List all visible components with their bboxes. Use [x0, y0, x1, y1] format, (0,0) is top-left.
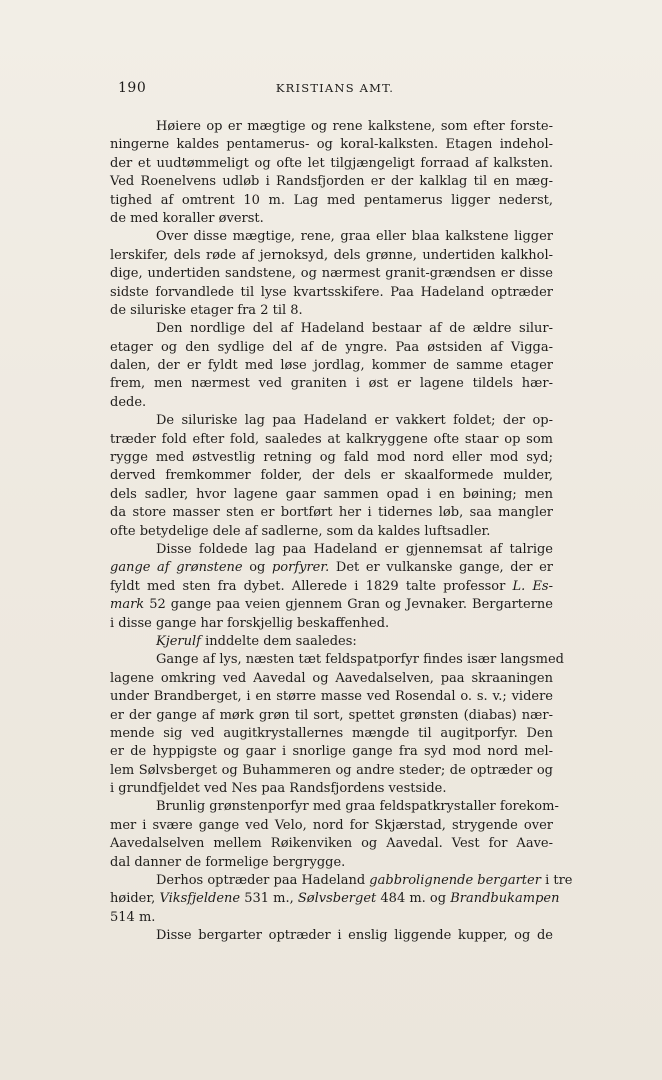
- text-line: gange af grønstene og porfyrer. Det er vulkanske gange, der er: [110, 560, 553, 576]
- text-line: lagene omkring ved Aavedal og Aavedalselven, paa skraaningen: [110, 670, 553, 686]
- text-line: Disse bergarter optræder i enslig liggende kupper, og de: [156, 928, 553, 944]
- text-line: dal danner de formelige bergrygge.: [110, 854, 346, 870]
- text-line: er der gange af mørk grøn til sort, spettet grønsten (diabas) nær-: [110, 707, 553, 723]
- text-line: Gange af lys, næsten tæt feldspatporfyr findes især langsmed: [156, 652, 564, 668]
- text-line: fyldt med sten fra dybet. Allerede i 1829 talte professor L. Es-: [110, 578, 554, 594]
- text-line: Aavedalselven mellem Røikenviken og Aavedal. Vest for Aave-: [110, 836, 553, 852]
- text-line: derved fremkommer folder, der dels er skaalformede mulder,: [110, 468, 553, 484]
- text-line: Kjerulf inddelte dem saaledes:: [156, 633, 357, 649]
- text-line: da store masser sten er bortført her i tidernes løb, saa mangler: [110, 505, 553, 521]
- text-line: i grundfjeldet ved Nes paa Randsfjordens vestside.: [110, 781, 447, 797]
- text-line: Disse foldede lag paa Hadeland er gjennemsat af talrige: [156, 541, 553, 557]
- text-line: Derhos optræder paa Hadeland gabbrolignende bergarter i tre: [156, 873, 573, 889]
- text-line: dalen, der er fyldt med løse jordlag, kommer de samme etager: [110, 358, 553, 374]
- text-line: Over disse mægtige, rene, graa eller blaa kalkstene ligger: [156, 229, 553, 245]
- text-line: etager og den sydlige del af de yngre. Paa østsiden af Vigga-: [110, 339, 553, 355]
- text-line: Den nordlige del af Hadeland bestaar af de ældre silur-: [156, 321, 553, 337]
- text-line: sidste forvandlede til lyse kvartsskifere. Paa Hadeland optræder: [110, 284, 553, 300]
- text-line: Høiere op er mægtige og rene kalkstene, som efter forste-: [156, 119, 553, 134]
- text-line: Ved Roenelvens udløb i Randsfjorden er der kalklag til en mæg-: [110, 174, 553, 190]
- text-line: 514 m.: [110, 909, 156, 925]
- body-text: [110, 118, 573, 946]
- text-line: lem Sølvsberget og Buhammeren og andre steder; de optræder og: [110, 762, 553, 778]
- text-line: i disse gange har forskjellig beskaffenhed.: [110, 615, 390, 631]
- text-line: tighed af omtrent 10 m. Lag med pentamerus ligger nederst,: [110, 192, 553, 208]
- text-line: ofte betydelige dele af sadlerne, som da kaldes luftsadler.: [110, 523, 491, 539]
- text-line: dels sadler, hvor lagene gaar sammen opad i en bøining; men: [110, 486, 553, 502]
- text-line: mer i svære gange ved Velo, nord for Skjærstad, strygende over: [110, 817, 553, 833]
- text-line: De siluriske lag paa Hadeland er vakkert foldet; der op-: [156, 413, 553, 429]
- text-line: de siluriske etager fra 2 til 8.: [110, 302, 303, 318]
- text-line: under Brandberget, i en større masse ved Rosendal o. s. v.; videre: [110, 689, 553, 705]
- text-line: frem, men nærmest ved graniten i øst er lagene tildels hær-: [110, 376, 553, 392]
- text-line: rygge med østvestlig retning og fald mod nord eller mod syd;: [110, 450, 553, 466]
- text-line: de med koraller øverst.: [110, 210, 264, 226]
- text-line: er de hyppigste og gaar i snorlige gange fra syd mod nord mel-: [110, 744, 553, 760]
- text-line: mende sig ved augitkrystallernes mængde til augitporfyr. Den: [110, 725, 553, 741]
- page-header: [110, 80, 560, 100]
- text-line: Brunlig grønstenporfyr med graa feldspatkrystaller forekom-: [156, 799, 559, 815]
- text-line: dede.: [110, 394, 147, 410]
- page-number: 190: [118, 80, 147, 96]
- text-line: lerskifer, dels røde af jernoksyd, dels grønne, undertiden kalkhol-: [110, 247, 553, 263]
- running-title: KRISTIANS AMT.: [275, 81, 395, 95]
- text-line: der et uudtømmeligt og ofte let tilgjængeligt forraad af kalksten.: [110, 155, 553, 171]
- text-line: ningerne kaldes pentamerus- og koral-kalksten. Etagen indehol-: [110, 137, 553, 153]
- text-line: mark 52 gange paa veien gjennem Gran og Jevnaker. Bergarterne: [110, 597, 553, 613]
- text-line: dige, undertiden sandstene, og nærmest granit-grændsen er disse: [110, 266, 553, 282]
- text-line: træder fold efter fold, saaledes at kalkryggene ofte staar op som: [110, 431, 553, 447]
- text-line: høider, Viksfjeldene 531 m., Sølvsberget 484 m. og Brandbukampen: [110, 891, 560, 907]
